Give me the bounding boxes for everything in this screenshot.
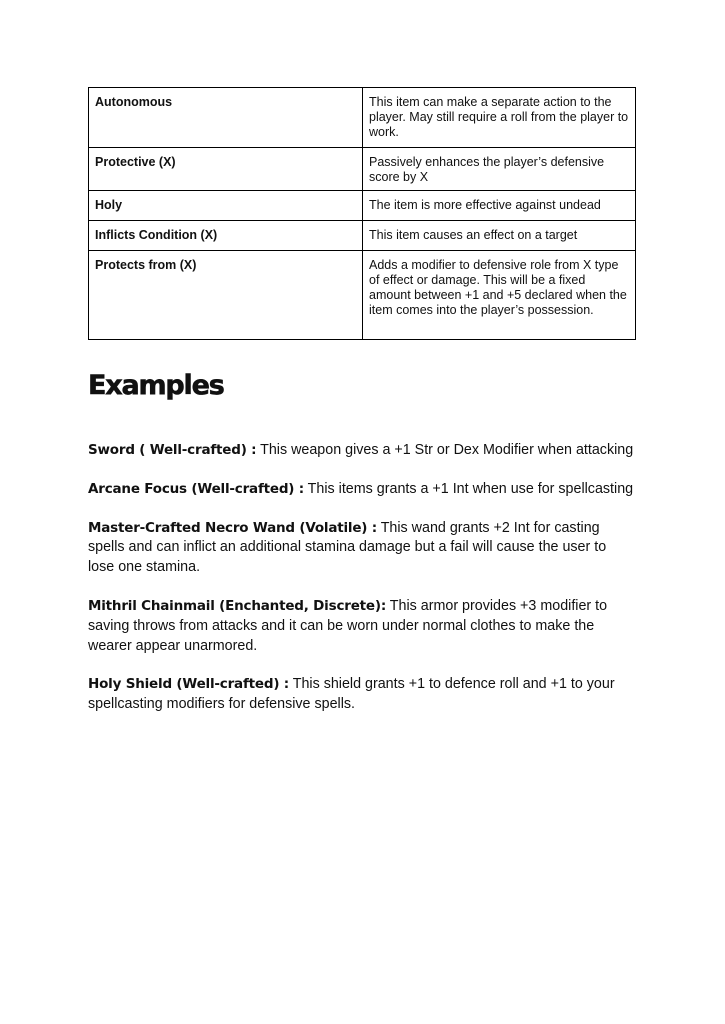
table-row — [89, 88, 636, 148]
example-item-text: This shield grants +1 to defence roll and +1 to your spellcasting modifiers for defensive spells. — [88, 676, 615, 713]
example-item-text: This wand grants +2 Int for casting spells and can inflict an additional stamina damage but a fail will cause the user to lose one stamina. — [88, 519, 607, 576]
example-item — [88, 441, 636, 461]
trait-description: This item can make a separate action to the player. May still require a roll from the player to work. — [363, 88, 636, 148]
trait-description: Adds a modifier to defensive role from X type of effect or damage. This will be a fixed amount between +1 and +5 declared when the item comes into the player’s possession. — [363, 251, 636, 340]
trait-name: Inflicts Condition (X) — [89, 221, 363, 251]
example-item — [88, 519, 636, 578]
table-row — [89, 221, 636, 251]
example-item-name: Holy Shield (Well-crafted) : — [88, 676, 289, 693]
example-item-name: Sword ( Well-crafted) : — [88, 442, 257, 458]
example-item-text: This items grants a +1 Int when use for spellcasting — [303, 480, 634, 497]
example-item-name: Master-Crafted Necro Wand (Volatile) : — [88, 519, 377, 536]
trait-description: This item causes an effect on a target — [363, 221, 636, 251]
trait-name: Holy — [89, 191, 363, 221]
examples-heading: Examples — [88, 370, 224, 401]
traits-table — [88, 87, 636, 340]
trait-name: Autonomous — [89, 88, 363, 148]
example-item — [88, 480, 636, 500]
trait-name: Protective (X) — [89, 148, 363, 191]
example-item-name: Arcane Focus (Well-crafted) : — [88, 480, 304, 497]
trait-description: Passively enhances the player’s defensive score by X — [363, 148, 636, 191]
example-item-text: This armor provides +3 modifier to saving throws from attacks and it can be worn under normal clothes to make the wearer appear unarmored. — [88, 597, 608, 654]
example-item-name: Mithril Chainmail (Enchanted, Discrete): — [88, 597, 387, 614]
table-row — [89, 148, 636, 191]
example-item-text: This weapon gives a +1 Str or Dex Modifier when attacking — [256, 442, 634, 458]
examples-list — [88, 441, 636, 734]
example-item — [88, 675, 636, 715]
table-row — [89, 191, 636, 221]
trait-description: The item is more effective against undead — [363, 191, 636, 221]
example-item — [88, 597, 636, 656]
table-row — [89, 251, 636, 340]
trait-name: Protects from (X) — [89, 251, 363, 340]
